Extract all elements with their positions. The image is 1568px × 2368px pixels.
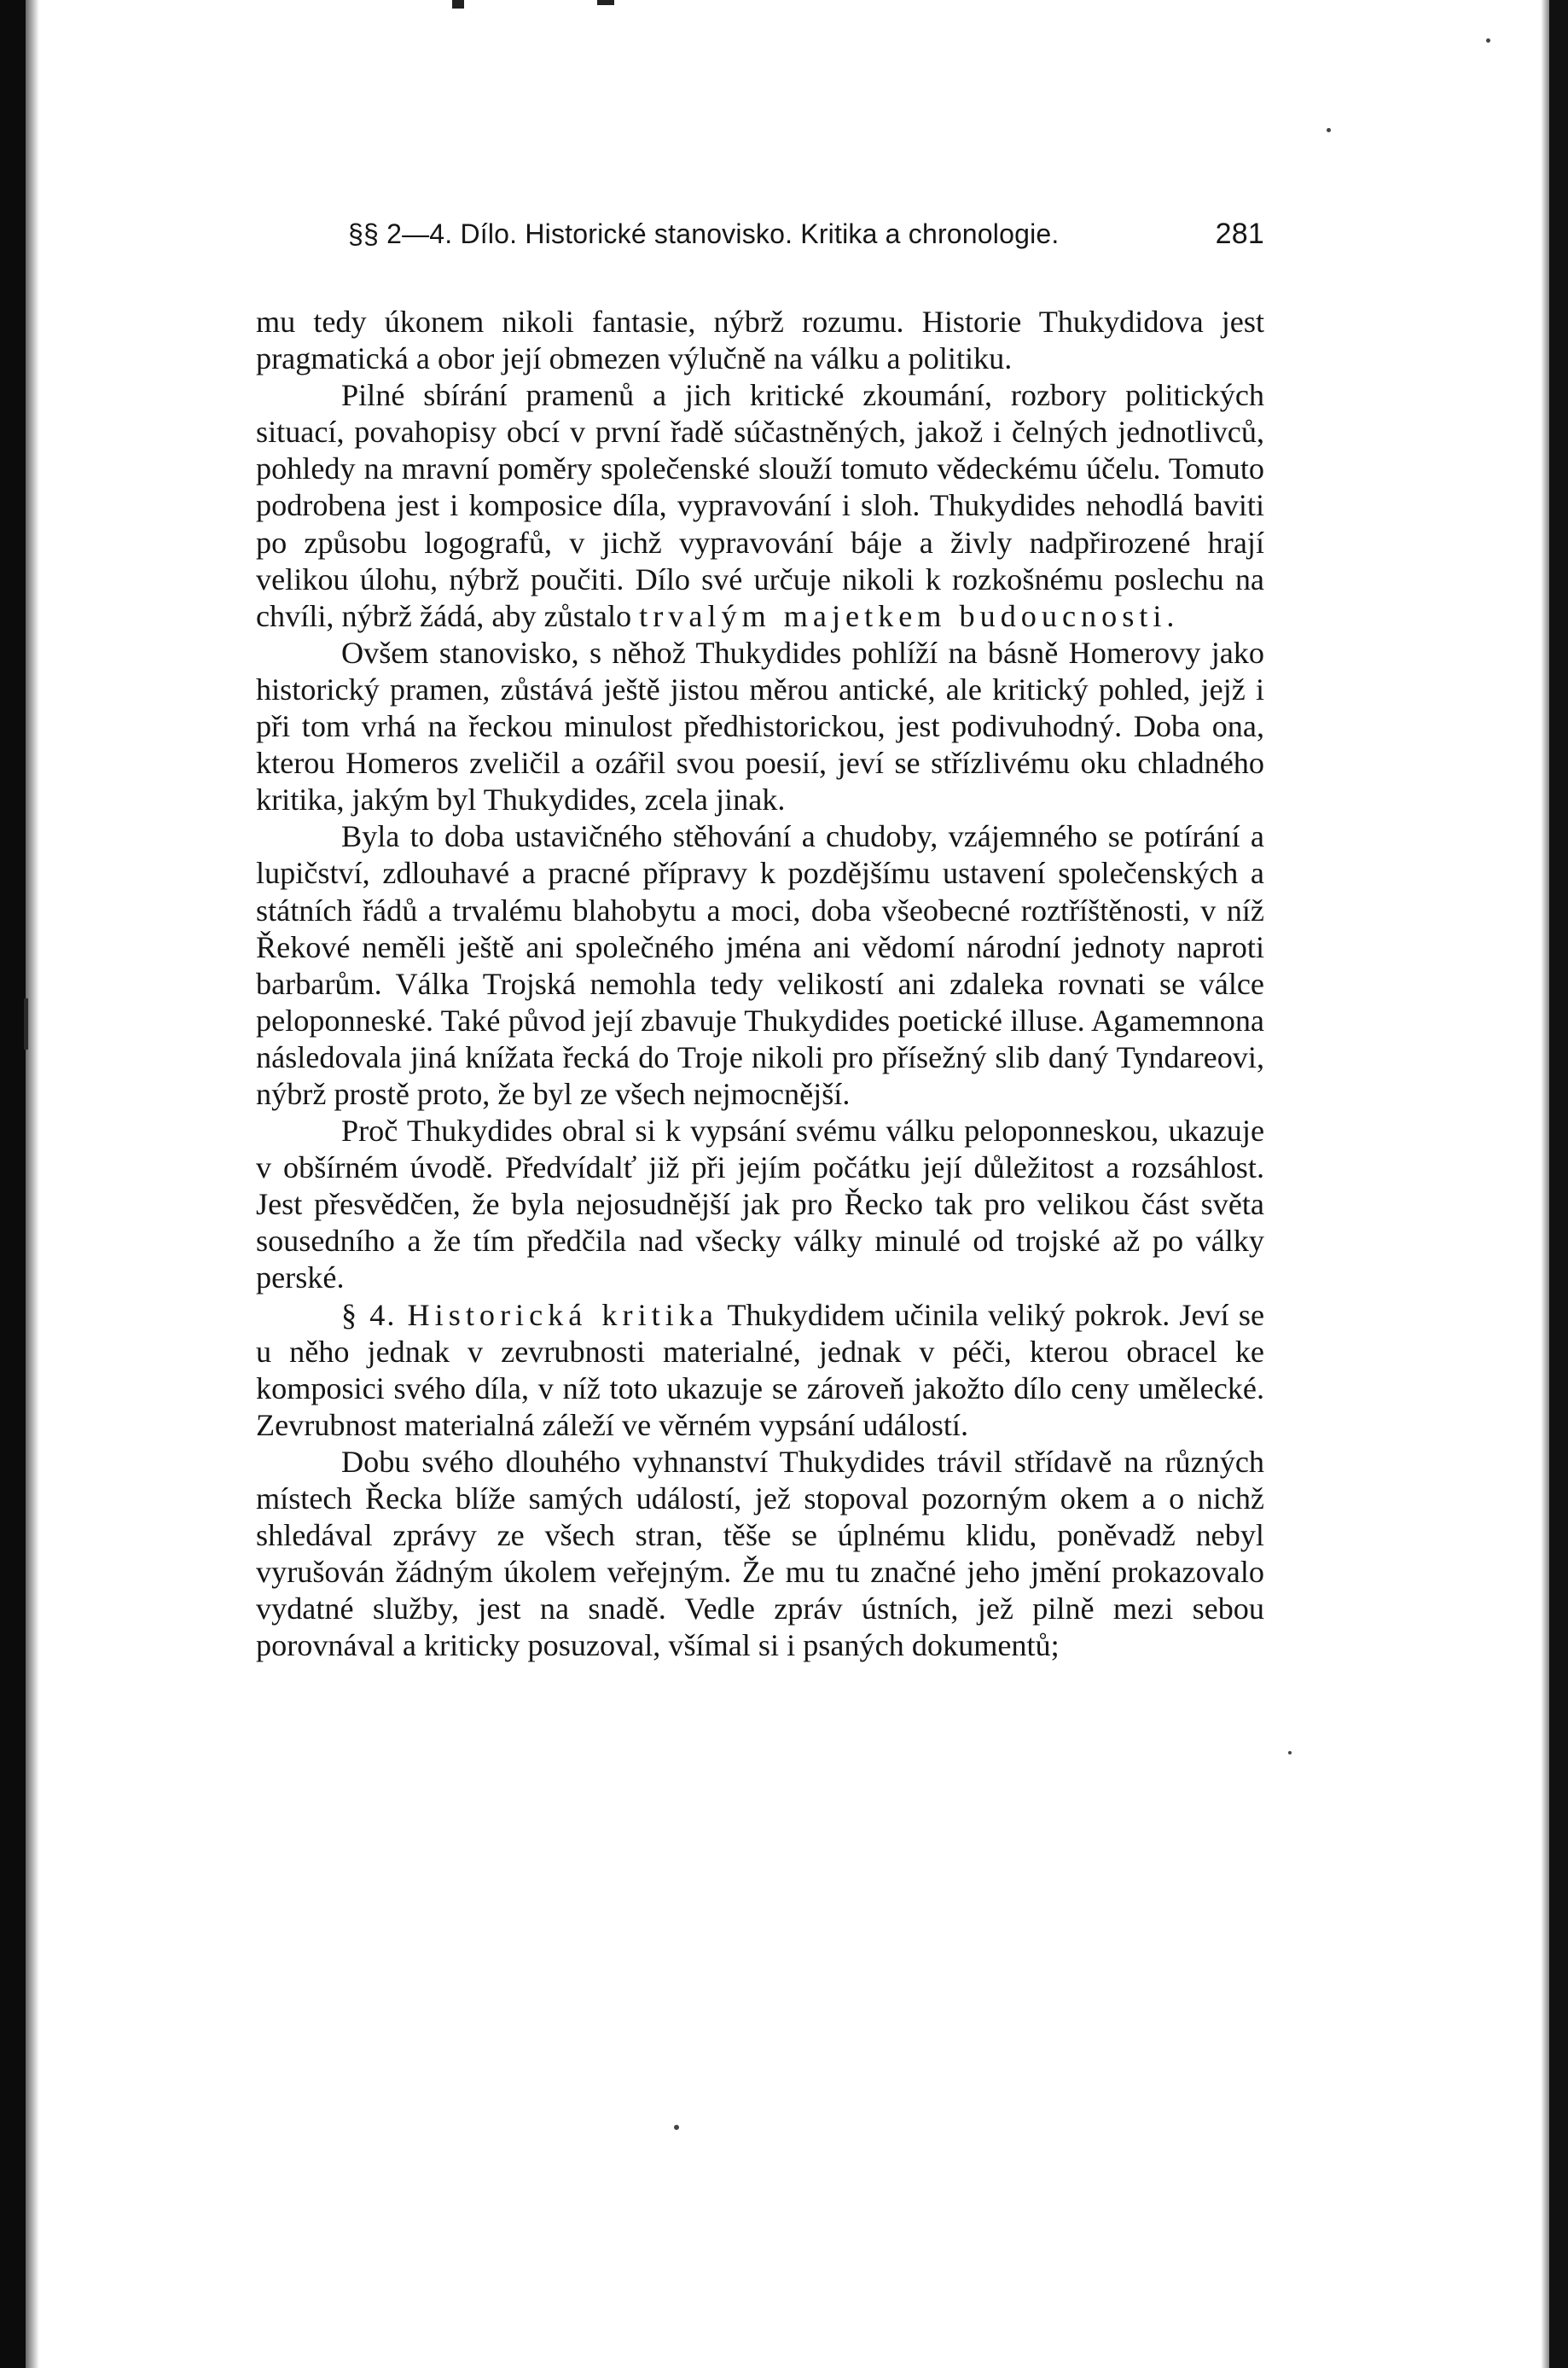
scan-artifact: [597, 0, 614, 5]
book-spine-left: [0, 0, 26, 2368]
scan-speck: [674, 2125, 679, 2130]
book-edge-right: [1549, 0, 1568, 2368]
text-run: Ovšem stanovisko, s něhož Thukydides pohlíží na básně Homerovy jako historický pramen, zůstává ještě jistou měrou antické, ale kritický pohled, jejž i při tom vrhá na řeckou minulost předhistorickou, jest podivuhodný. Doba ona, kterou Homeros zveličil a ozářil svou poesií, jeví se střízlivému oku chladného kritika, jakým byl Thukydides, zcela jinak.: [256, 635, 1264, 817]
paragraph: [256, 377, 1264, 635]
section-sign: § 4.: [341, 1297, 408, 1332]
spine-shadow-left: [26, 0, 39, 2368]
text-run: Thukydidem učinila veliký pokrok. Jeví se u něho jednak v zevrubnosti materialné, jednak v péči, kterou obracel ke komposici svého díla, v níž toto ukazuje se zároveň jakožto dílo ceny umělecké. Zevrubnost materialná záleží ve věrném vypsání událostí.: [256, 1297, 1265, 1442]
text-run: Proč Thukydides obral si k vypsání svému válku peloponneskou, ukazuje v obšírném úvodě. Předvídalť již při jejím počátku její důležitost a rozsáhlost. Jest přesvědčen, že byla nejosudnější jak pro Řecko tak pro velikou část světa sousedního a že tím předčila nad všecky války minulé od trojské až po války perské.: [256, 1114, 1264, 1295]
emphasized-text: trvalým majetkem budoucnosti: [639, 598, 1167, 633]
book-page: [256, 213, 1264, 1664]
scan-speck: [1288, 1751, 1292, 1754]
scan-artifact: [452, 0, 464, 9]
text-run: Dobu svého dlouhého vyhnanství Thukydides trávil střídavě na různých místech Řecka blíže samých událostí, jež stopoval pozorným okem a o nichž shledával zprávy ze všech stran, těše se úplnému klidu, poněvadž nebyl vyrušován žádným úkolem veřejným. Že mu tu značné jeho jmění prokazovalo vydatné služby, jest na snadě. Vedle zpráv ústních, jež pilně mezi sebou porovnával a kriticky posuzoval, všímal si i psaných dokumentů;: [256, 1444, 1264, 1663]
paragraph: [256, 304, 1264, 377]
text-run: mu tedy úkonem nikoli fantasie, nýbrž rozumu. Historie Thukydidova jest pragmatická a obor její obmezen výlučně na válku a politiku.: [256, 305, 1264, 376]
running-head-title: §§ 2—4. Dílo. Historické stanovisko. Kritika a chronologie.: [348, 218, 1060, 249]
page-number: 281: [1215, 218, 1264, 250]
paragraph: [256, 1297, 1264, 1444]
body-text: [256, 304, 1264, 1664]
emphasized-text: Historická kritika: [407, 1297, 718, 1332]
paragraph: [256, 818, 1264, 1113]
running-head: [256, 213, 1264, 254]
paragraph: [256, 1113, 1264, 1296]
text-run: .: [1166, 598, 1175, 633]
paragraph: [256, 635, 1264, 818]
text-run: Byla to doba ustavičného stěhování a chudoby, vzájemného se potírání a lupičství, zdlouhavé a pracné přípravy k pozdějšímu ustavení společenských a státních řádů a trvalému blahobytu a moci, doba všeobecné roztříštěnosti, v níž Řekové neměli ještě ani společného jména ani vědomí národní jednoty naproti barbarům. Válka Trojská nemohla tedy velikostí ani zdaleka rovnati se válce peloponneské. Také původ její zbavuje Thukydides poetické illuse. Agamemnona následovala jiná knížata řecká do Troje nikoli pro přísežný slib daný Tyndareovi, nýbrž prostě proto, že byl ze všech nejmocnější.: [256, 819, 1264, 1111]
scan-speck: [1327, 128, 1331, 132]
scan-speck: [1486, 38, 1490, 43]
page-edge-mark: [24, 998, 28, 1050]
edge-shadow-right: [1541, 0, 1549, 2368]
paragraph: [256, 1444, 1264, 1665]
text-run: Pilné sbírání pramenů a jich kritické zkoumání, rozbory politických situací, povahopisy obcí v první řadě súčastněných, jakož i čelných jednotlivců, pohledy na mravní poměry společenské slouží tomuto vědeckému účelu. Tomuto podrobena jest i komposice díla, vypravování i sloh. Thukydides nehodlá baviti po způsobu logografů, v jichž vypravování báje a živly nadpřirozené hrají velikou úlohu, nýbrž poučiti. Dílo své určuje nikoli k rozkošnému poslechu na chvíli, nýbrž žádá, aby zůstalo: [256, 378, 1264, 633]
